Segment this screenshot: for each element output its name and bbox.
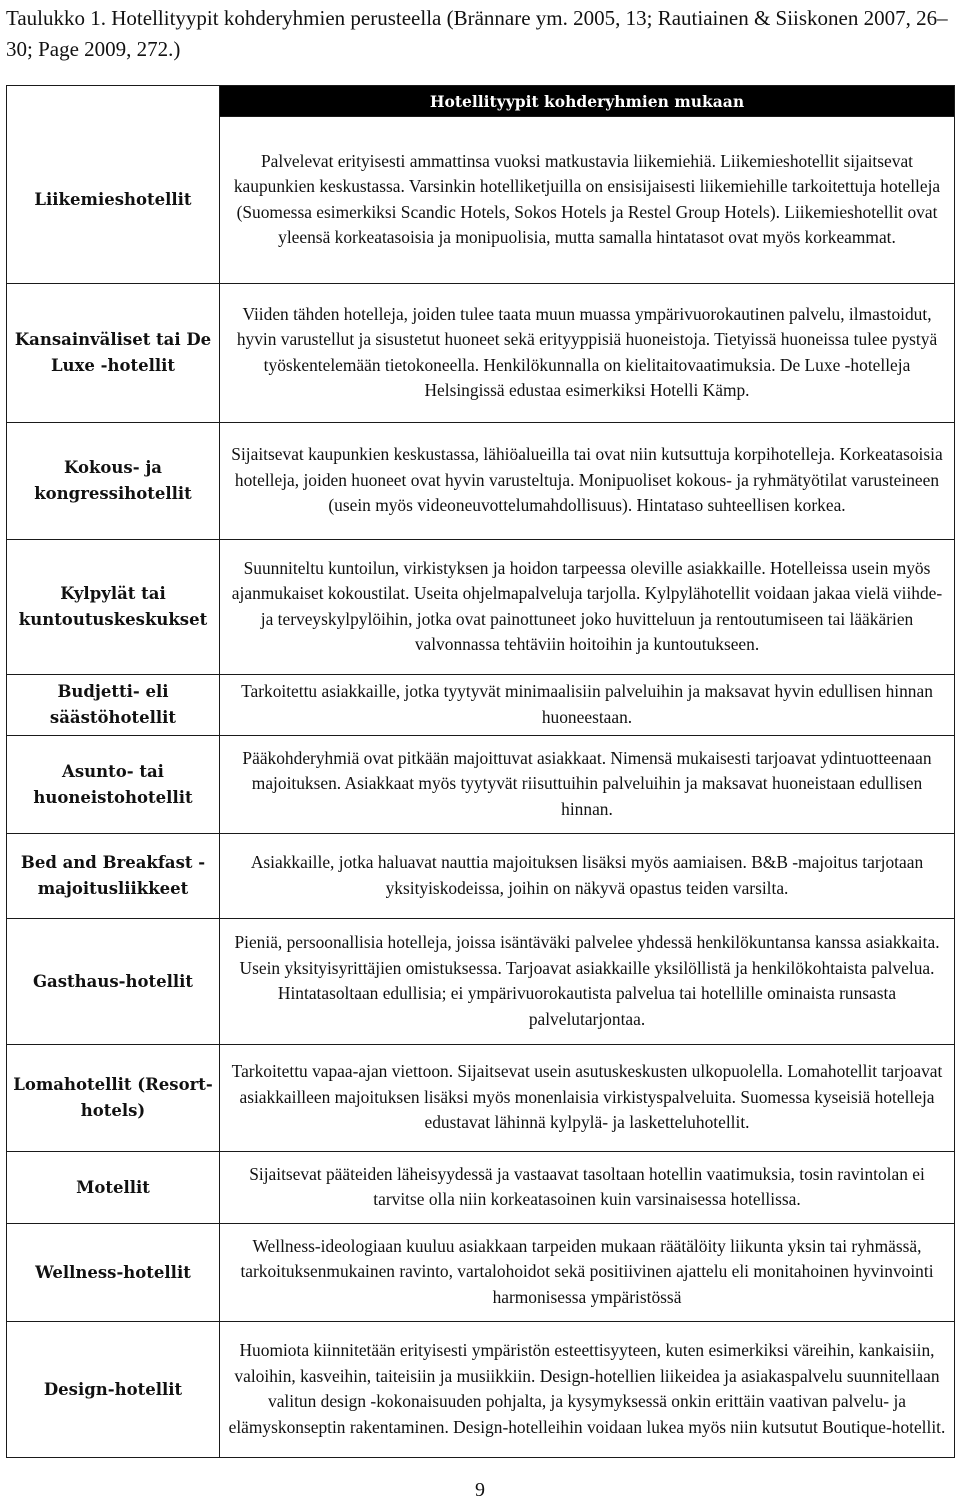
- table-row: [7, 675, 955, 736]
- table-caption: Taulukko 1. Hotellityypit kohderyhmien perusteella (Brännare ym. 2005, 13; Rautiainen & Siiskonen 2007, 26–30; Page 2009, 272.): [6, 6, 948, 61]
- hotel-type-cell: Gasthaus-hotellit: [7, 919, 220, 1045]
- hotel-type-cell: Asunto- tai huoneistohotellit: [7, 736, 220, 834]
- hotel-type-cell: Motellit: [7, 1152, 220, 1224]
- description-cell: Pieniä, persoonallisia hotelleja, joissa isäntäväki palvelee yhdessä henkilökuntansa kanssa asiakkaita. Usein yksityisyrittäjien omistuksessa. Tarjoavat asiakkaille yksilöllistä ja henkilökohtaista palvelua. Hintatasoltaan edullisia; ei ympärivuorokautista palvelua tai hotellille ominaista runsasta palvelutarjontaa.: [220, 919, 955, 1045]
- table-row: [7, 423, 955, 540]
- hotel-type-cell: Liikemieshotellit: [7, 117, 220, 284]
- hotel-type-cell: Wellness-hotellit: [7, 1224, 220, 1322]
- table-row: [7, 540, 955, 675]
- description-cell: Huomiota kiinnitetään erityisesti ympäristön esteettisyyteen, kuten esimerkiksi väreihin, kankaisiin, valoihin, kasveihin, taiteisiin ja musiikkiin. Design-hotellien liikeidea ja asiakaspalvelu suunnitellaan valitun design -kokonaisuuden pohjalta, ja kysymyksessä onkin erittäin vaativan palvelu- ja elämyskonseptin rakentaminen. Design-hotelleihin voidaan lukea myös niin kutsutut Boutique-hotellit.: [220, 1322, 955, 1458]
- table-row: [7, 834, 955, 919]
- table-row: [7, 1322, 955, 1458]
- hotel-type-cell: Kokous- ja kongressihotellit: [7, 423, 220, 540]
- table-row: [7, 1152, 955, 1224]
- table-row: [7, 1045, 955, 1152]
- description-cell: Sijaitsevat pääteiden läheisyydessä ja vastaavat tasoltaan hotellin vaatimuksia, tosin ravintolan ei tarvitse olla niin korkeatasoinen kuin varsinaisessa hotellissa.: [220, 1152, 955, 1224]
- hotel-types-table: [6, 85, 955, 1458]
- description-cell: Palvelevat erityisesti ammattinsa vuoksi matkustavia liikemiehiä. Liikemieshotellit sijaitsevat kaupunkien keskustassa. Varsinkin hotelliketjuilla on ensisijaisesti liikemiehille tarkoitettuja hotelleja (Suomessa esimerkiksi Scandic Hotels, Sokos Hotels ja Restel Group Hotels). Liikemieshotellit ovat yleensä korkeatasoisia ja monipuolisia, mutta samalla hintatasot ovat myös korkeammat.: [220, 117, 955, 284]
- table-header-row: [7, 86, 955, 117]
- description-cell: Asiakkaille, jotka haluavat nauttia majoituksen lisäksi myös aamiaisen. B&B -majoitus tarjotaan yksityiskodeissa, joihin on näkyvä opastus teiden varsilta.: [220, 834, 955, 919]
- description-cell: Viiden tähden hotelleja, joiden tulee taata muun muassa ympärivuorokautinen palvelu, ilmastoidut, hyvin varustellut ja sisustetut huoneet sekä erityyppisiä huoneistoja. Tietyissä huoneissa tulee pystyä työskentelemään tietokoneella. Henkilökunnalla on kielitaitovaatimuksia. De Luxe -hotelleja Helsingissä edustaa esimerkiksi Hotelli Kämp.: [220, 284, 955, 423]
- hotel-type-cell: Design-hotellit: [7, 1322, 220, 1458]
- description-cell: Wellness-ideologiaan kuuluu asiakkaan tarpeiden mukaan räätälöity liikunta yksin tai ryhmässä, tarkoituksenmukainen ravinto, vartalohoidot sekä positiivinen ajattelu eli monitahoinen hyvinvointi harmonisessa ympäristössä: [220, 1224, 955, 1322]
- empty-header-cell: [7, 86, 220, 117]
- hotel-type-cell: Lomahotellit (Resort-hotels): [7, 1045, 220, 1152]
- description-cell: Suunniteltu kuntoilun, virkistyksen ja hoidon tarpeessa oleville asiakkaille. Hotelleissa usein myös ajanmukaiset kokoustilat. Useita ohjelmapalveluja tarjolla. Kylpylähotellit voidaan jakaa vielä viihde- ja terveyskylpylöihin, jotka ovat painottuneet joko huvitteluun ja rentoutumiseen tai lääkärien valvonnassa tehtäviin hoitoihin ja kuntoutukseen.: [220, 540, 955, 675]
- hotel-type-cell: Kylpylät tai kuntoutuskeskukset: [7, 540, 220, 675]
- table-row: [7, 1224, 955, 1322]
- description-cell: Pääkohderyhmiä ovat pitkään majoittuvat asiakkaat. Nimensä mukaisesti tarjoavat ydintuotteenaan majoituksen. Asiakkaat myös tyytyvät riisuttuihin palveluihin ja maksavat huoneistaan edullisen hinnan.: [220, 736, 955, 834]
- table-row: [7, 117, 955, 284]
- description-cell: Tarkoitettu vapaa-ajan viettoon. Sijaitsevat usein asutuskeskusten ulkopuolella. Lomahotellit tarjoavat asiakkailleen majoituksen lisäksi myös monenlaisia virkistyspalveluita. Suomessa kyseisiä hotelleja edustavat lähinnä kylpylä- ja lasketteluhotellit.: [220, 1045, 955, 1152]
- hotel-types-table-container: [6, 85, 954, 1458]
- table-row: [7, 284, 955, 423]
- table-header: Hotellityypit kohderyhmien mukaan: [220, 86, 955, 117]
- table-row: [7, 919, 955, 1045]
- hotel-type-cell: Budjetti- eli säästöhotellit: [7, 675, 220, 736]
- description-cell: Tarkoitettu asiakkaille, jotka tyytyvät minimaalisiin palveluihin ja maksavat hyvin edullisen hinnan huoneestaan.: [220, 675, 955, 736]
- table-row: [7, 736, 955, 834]
- hotel-type-cell: Kansainväliset tai De Luxe -hotellit: [7, 284, 220, 423]
- description-cell: Sijaitsevat kaupunkien keskustassa, lähiöalueilla tai ovat niin kutsuttuja korpihotelleja. Korkeatasoisia hotelleja, joiden huoneet ovat hyvin varusteltuja. Monipuoliset kokous- ja ryhmätyötilat varusteineen (usein myös videoneuvottelumahdollisuus). Hintataso suhteellisen korkea.: [220, 423, 955, 540]
- page-number: 9: [475, 1479, 485, 1501]
- hotel-type-cell: Bed and Breakfast -majoitusliikkeet: [7, 834, 220, 919]
